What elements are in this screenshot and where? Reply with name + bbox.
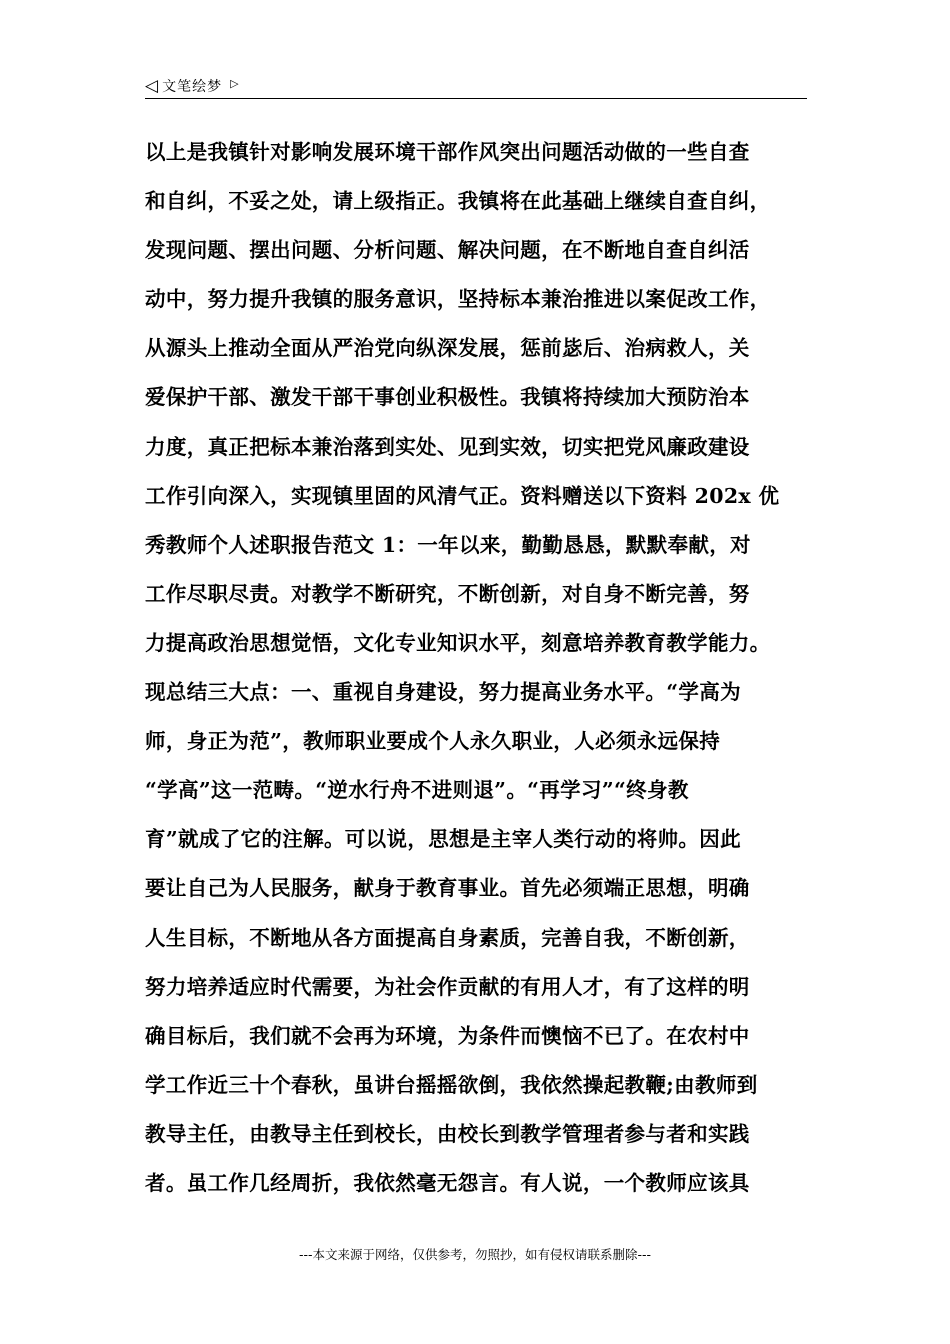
text-line: 以上是我镇针对影响发展环境干部作风突出问题活动做的一些自查 <box>145 140 750 164</box>
text-line: 工作引向深入，实现镇里固的风清气正。资料赠送以下资料 202x 优 <box>145 483 780 508</box>
text-line: 现总结三大点：一、重视自身建设，努力提高业务水平。“学高为 <box>145 680 741 705</box>
text-line: 育”就成了它的注解。可以说，思想是主宰人类行动的将帅。因此 <box>145 827 741 852</box>
text-line: 从源头上推动全面从严治党向纵深发展，惩前毖后、治病救人，关 <box>145 336 750 361</box>
text-line: 努力培养适应时代需要，为社会作贡献的有用人才，有了这样的明 <box>145 974 750 999</box>
text-line: 爱保护干部、激发干部干事创业积极性。我镇将持续加大预防治本 <box>145 385 750 410</box>
page-header <box>145 74 807 99</box>
right-triangle-icon: ▷ <box>230 76 239 90</box>
text-line: 确目标后，我们就不会再为环境，为条件而懊恼不已了。在农村中 <box>145 1023 750 1048</box>
text-line: 力提高政治思想觉悟，文化专业知识水平，刻意培养教育教学能力。 <box>145 630 771 655</box>
text-line: “学高”这一范畴。“逆水行舟不进则退”。“再学习”“终身教 <box>145 778 689 803</box>
text-line: 要让自己为人民服务，献身于教育事业。首先必须端正思想，明确 <box>145 876 750 901</box>
left-triangle-icon: ◁ <box>145 75 159 96</box>
text-line: 者。虽工作几经周折，我依然毫无怨言。有人说，一个教师应该具 <box>145 1170 750 1195</box>
text-line: 发现问题、摆出问题、分析问题、解决问题，在不断地自查自纠活 <box>145 238 750 263</box>
text-line: 人生目标，不断地从各方面提高自身素质，完善自我，不断创新， <box>145 925 750 950</box>
text-line: 力度，真正把标本兼治落到实处、见到实效，切实把党风廉政建设 <box>145 434 750 459</box>
text-line: 教导主任，由教导主任到校长，由校长到教学管理者参与者和实践 <box>145 1121 750 1146</box>
text-line: 和自纠，不妥之处，请上级指正。我镇将在此基础上继续自查自纠， <box>145 189 771 214</box>
text-line: 秀教师个人述职报告范文 1：一年以来，勤勤恳恳，默默奉献，对 <box>145 532 751 557</box>
text-line: 学工作近三十个春秋，虽讲台摇摇欲倒，我依然操起教鞭;由教师到 <box>145 1072 758 1097</box>
header-brand: 文笔绘梦 <box>162 79 223 95</box>
text-line: 师，身正为范”，教师职业要成个人永久职业，人必须永远保持 <box>145 729 721 754</box>
text-line: 动中，努力提升我镇的服务意识，坚持标本兼治推进以案促改工作， <box>145 287 771 312</box>
text-line: 工作尽职尽责。对教学不断研究，不断创新，对自身不断完善，努 <box>145 581 750 606</box>
page-footer-disclaimer: ---本文来源于网络，仅供参考，勿照抄，如有侵权请联系删除--- <box>298 1247 652 1262</box>
document-body <box>145 128 825 1208</box>
